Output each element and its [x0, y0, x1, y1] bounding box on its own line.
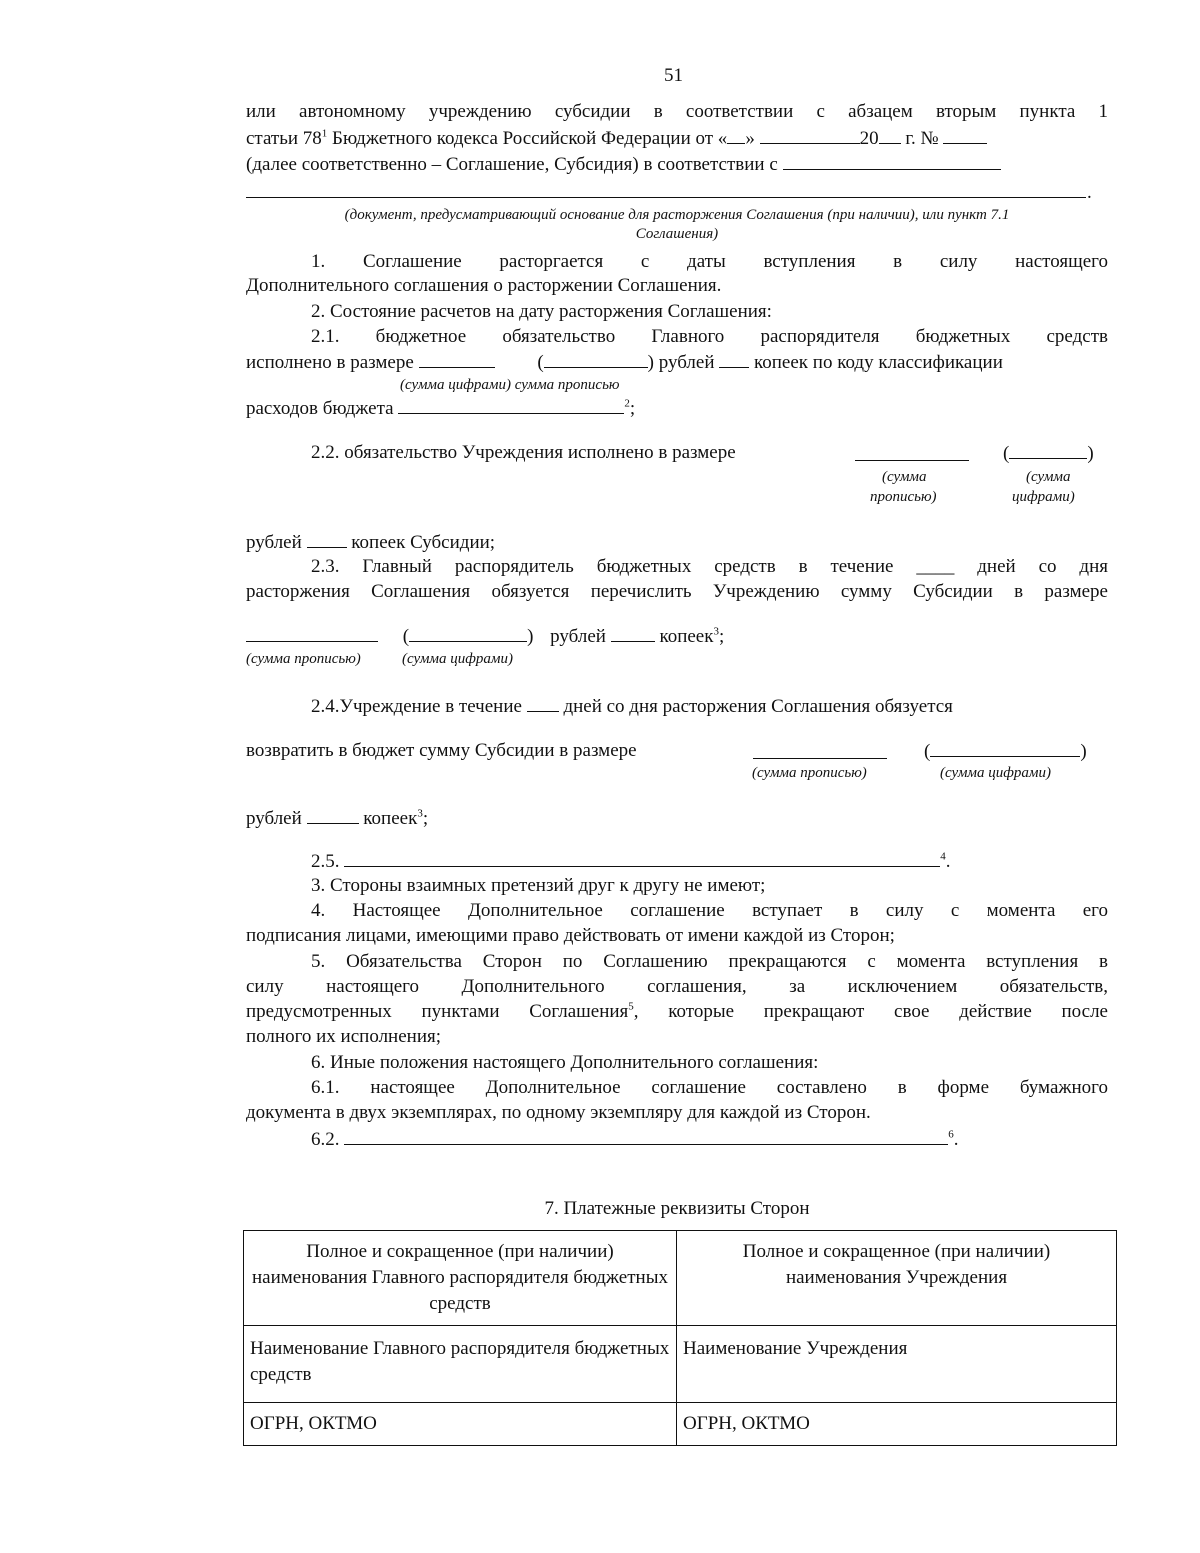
clause-2-3-line-2: расторжения Соглашения обязуется перечислить Учреждению сумму Субсидии в размере — [246, 581, 1108, 602]
intro-line-1: или автономному учреждению субсидии в соответствии с абзацем вторым пункта 1 — [246, 101, 1108, 122]
table-header-left: Полное и сокращенное (при наличии) наименования Главного распорядителя бюджетных средств — [244, 1231, 677, 1326]
clause-6-2: 6.2. $^6$. — [311, 1128, 959, 1150]
clause-5-line-4: полного их исполнения; — [246, 1026, 442, 1047]
clause-2-1-line-3: расходов бюджета $^2$; — [246, 397, 636, 419]
section-7-title: 7. Платежные реквизиты Сторон — [544, 1198, 810, 1219]
clause-2-5: 2.5. $^4$. — [311, 850, 951, 872]
clause-6-1-line-2: документа в двух экземплярах, по одному экземпляру для каждой из Сторон. — [246, 1102, 871, 1123]
clause-2-3-amount: ( ) рублей копеек$^3$; — [246, 624, 724, 649]
clause-6: 6. Иные положения настоящего Дополнительного соглашения: — [311, 1052, 819, 1073]
clause-2-1-line-2: исполнено в размере ( ) рублей копеек по коду классификации — [246, 352, 1003, 373]
clause-5-line-3: предусмотренных пунктами Соглашения$^5$, которые прекращают свое действие после — [246, 1000, 1108, 1022]
clause-2-4-line-1: 2.4.Учреждение в течение дней со дня расторжения Соглашения обязуется — [311, 696, 953, 717]
table-cell-institution-ogrn: ОГРН, ОКТМО — [677, 1403, 1117, 1446]
clause-4-line-1: 4. Настоящее Дополнительное соглашение вступает в силу с момента его — [311, 900, 1108, 921]
clause-6-1-line-1: 6.1. настоящее Дополнительное соглашение составлено в форме бумажного — [311, 1077, 1108, 1098]
clause-2-3-line-1: 2.3. Главный распорядитель бюджетных средств в течение ____ дней со дня — [311, 556, 1108, 577]
basis-caption-1: (документ, предусматривающий основание для расторжения Соглашения (при наличии), или пункт 7.1 — [344, 207, 1010, 223]
payment-details-table — [243, 1230, 1117, 1446]
clause-1-line-2: Дополнительного соглашения о расторжении Соглашения. — [246, 275, 722, 296]
clause-4-line-2: подписания лицами, имеющими право действовать от имени каждой из Сторон; — [246, 925, 895, 946]
page-number: 51 — [664, 65, 683, 86]
day-blank — [727, 126, 745, 144]
month-blank — [760, 126, 860, 144]
intro-line-2: статьи $78^1$ Бюджетного кодекса Российской Федерации от « » 20 г. № — [246, 126, 987, 151]
clause-2-1-caption: (сумма цифрами) сумма прописью — [400, 377, 620, 393]
basis-blank-line — [246, 181, 1086, 198]
number-blank — [943, 126, 987, 144]
clause-2-2: 2.2. обязательство Учреждения исполнено в размере — [311, 442, 736, 463]
clause-1-line-1: 1. Соглашение расторгается с даты вступления в силу настоящего — [311, 251, 1108, 272]
clause-2-4-line-3: рублей копеек$^3$; — [246, 807, 429, 829]
clause-2-4-line-2: возвратить в бюджет сумму Субсидии в размере — [246, 740, 637, 761]
table-header-right: Полное и сокращенное (при наличии) наименования Учреждения — [677, 1231, 1117, 1326]
year-blank — [879, 126, 901, 144]
clause-2: 2. Состояние расчетов на дату расторжения Соглашения: — [311, 301, 772, 322]
basis-blank — [783, 152, 1001, 170]
clause-2-1-line-1: 2.1. бюджетное обязательство Главного распорядителя бюджетных средств — [311, 326, 1108, 347]
clause-3: 3. Стороны взаимных претензий друг к другу не имеют; — [311, 875, 766, 896]
clause-5-line-1: 5. Обязательства Сторон по Соглашению прекращаются с момента вступления в — [311, 951, 1108, 972]
basis-caption-2: Соглашения) — [635, 226, 719, 242]
table-cell-grbs-name: Наименование Главного распорядителя бюджетных средств — [244, 1326, 677, 1403]
table-cell-grbs-ogrn: ОГРН, ОКТМО — [244, 1403, 677, 1446]
table-cell-institution-name: Наименование Учреждения — [677, 1326, 1117, 1403]
clause-5-line-2: силу настоящего Дополнительного соглашения, за исключением обязательств, — [246, 976, 1108, 997]
intro-line-3: (далее соответственно – Соглашение, Субсидия) в соответствии с — [246, 152, 1001, 177]
clause-2-2-line-2: рублей копеек Субсидии; — [246, 532, 496, 553]
